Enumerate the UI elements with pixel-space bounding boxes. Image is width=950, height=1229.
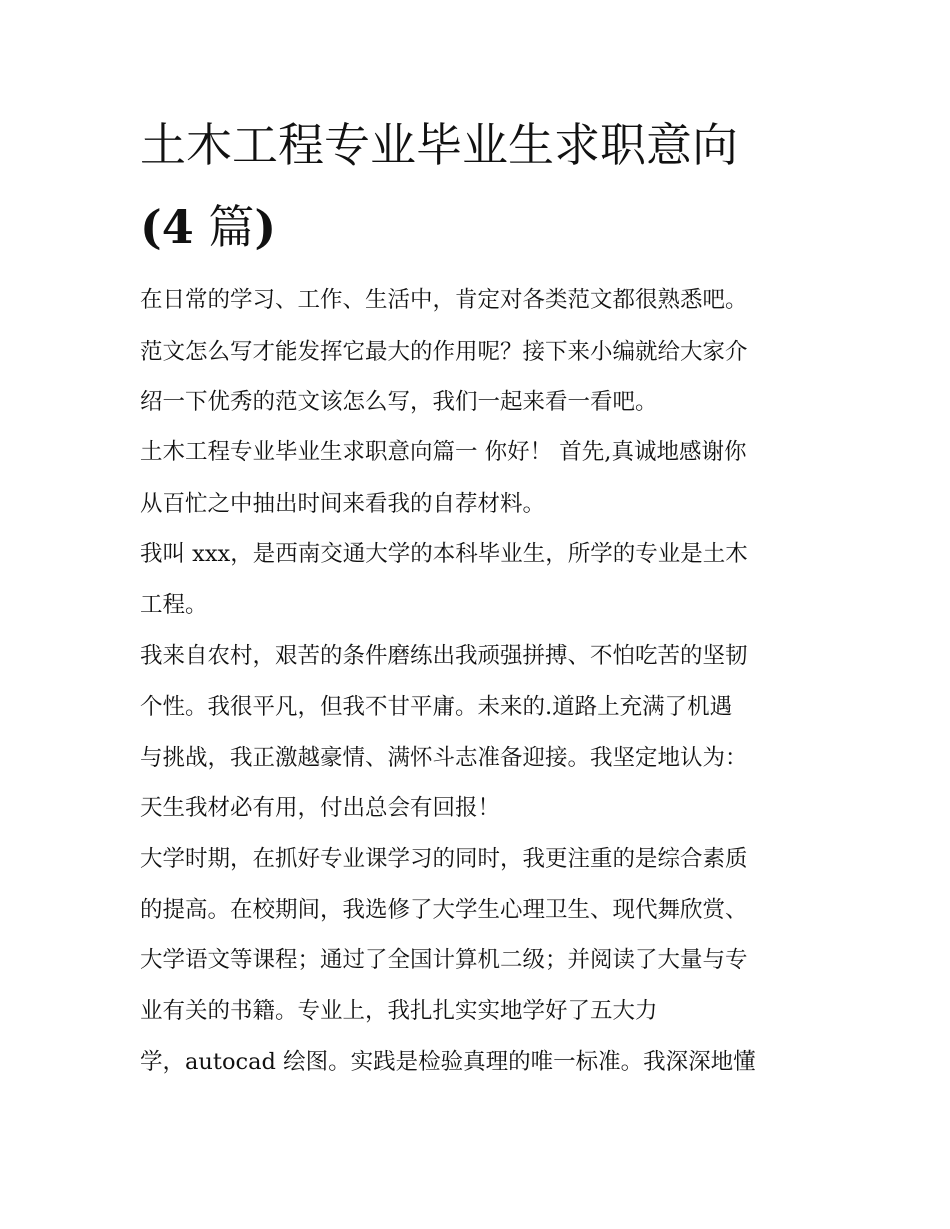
body-line: 土木工程专业毕业生求职意向篇一 你好！ 首先,真诚地感谢你	[140, 439, 747, 465]
body-line: 绍一下优秀的范文该怎么写，我们一起来看一看吧。	[140, 389, 658, 415]
body-line: 在日常的学习、工作、生活中，肯定对各类范文都很熟悉吧。	[140, 287, 748, 313]
title-count-prefix: (4	[140, 200, 194, 254]
title-count-word: 篇	[193, 200, 255, 254]
body-line: 范文怎么写才能发挥它最大的作用呢？接下来小编就给大家介	[140, 339, 748, 365]
body-line: 学，autocad 绘图。实践是检验真理的唯一标准。我深深地懂	[140, 1049, 756, 1075]
body-line: 的提高。在校期间，我选修了大学生心理卫生、现代舞欣赏、	[140, 897, 748, 923]
body-line: 大学时期，在抓好专业课学习的同时，我更注重的是综合素质	[140, 846, 748, 872]
document-title-line-1: 土木工程专业毕业生求职意向	[140, 118, 738, 172]
body-line: 工程。	[140, 592, 208, 618]
body-line: 与挑战，我正激越豪情、满怀斗志准备迎接。我坚定地认为：	[140, 745, 748, 771]
body-line: 我来自农村，艰苦的条件磨练出我顽强拼搏、不怕吃苦的坚韧	[140, 643, 748, 669]
body-line: 个性。我很平凡，但我不甘平庸。未来的.道路上充满了机遇	[140, 694, 733, 720]
body-line: 天生我材必有用，付出总会有回报！	[140, 795, 501, 821]
body-line: 我叫 xxx，是西南交通大学的本科毕业生，所学的专业是土木	[140, 541, 748, 567]
document-title-line-2	[140, 186, 830, 268]
body-line: 从百忙之中抽出时间来看我的自荐材料。	[140, 491, 546, 517]
title-count-suffix: )	[254, 200, 277, 254]
body-line: 大学语文等课程；通过了全国计算机二级；并阅读了大量与专	[140, 947, 748, 973]
body-line: 业有关的书籍。专业上，我扎扎实实地学好了五大力	[140, 998, 658, 1024]
